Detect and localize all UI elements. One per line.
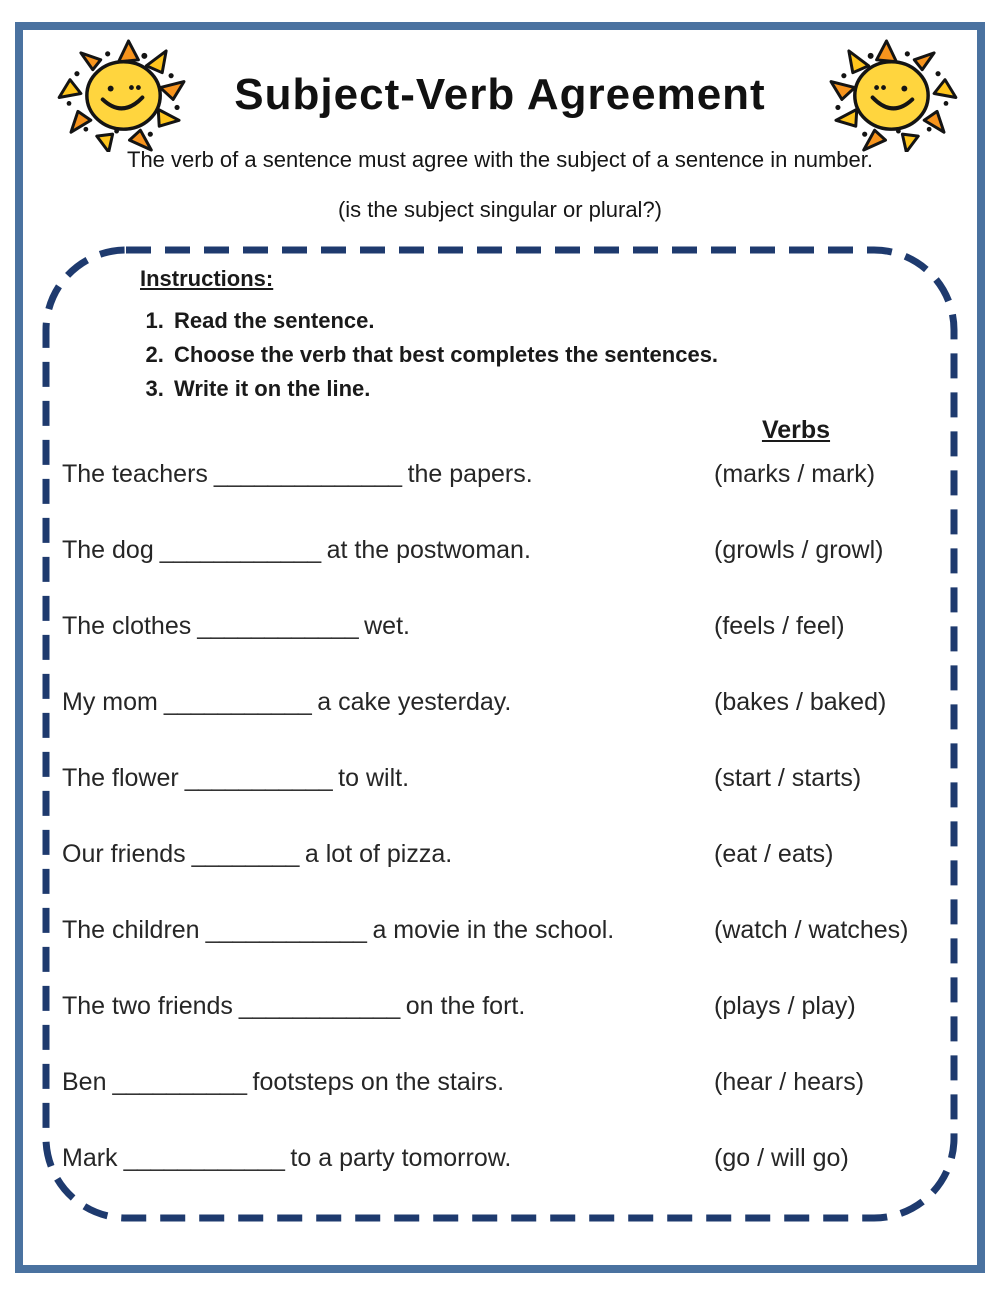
verb-options: (go / will go): [714, 1144, 849, 1172]
sentence-text: [62, 611, 714, 642]
verb-options: (start / starts): [714, 764, 862, 792]
answer-blank[interactable]: ___________: [184, 764, 333, 792]
sentence-row: [62, 991, 940, 1022]
sentence-row: [62, 687, 940, 718]
answer-blank[interactable]: ____________: [159, 536, 321, 564]
sentence-post: to wilt.: [338, 764, 410, 792]
sentence-row: [62, 915, 940, 946]
sentence-text: [62, 535, 714, 566]
verb-options: (hear / hears): [714, 1068, 865, 1096]
sentence-post: on the fort.: [405, 992, 526, 1020]
verb-options: (growls / growl): [714, 536, 884, 564]
answer-blank[interactable]: ________: [191, 840, 299, 868]
sentence-text: [62, 763, 714, 794]
verb-options: (plays / play): [714, 992, 856, 1020]
verb-options: (bakes / baked): [714, 688, 887, 716]
sentence-post: a movie in the school.: [372, 916, 615, 944]
sentence-row: [62, 459, 940, 490]
instructions-list: [140, 306, 940, 404]
sentence-pre: Mark: [62, 1144, 118, 1172]
subtitle-note: (is the subject singular or plural?): [337, 197, 663, 222]
sentence-row: [62, 1067, 940, 1098]
worksheet-box: [42, 246, 958, 1222]
sentence-row: [62, 1143, 940, 1174]
answer-blank[interactable]: ______________: [213, 460, 402, 488]
sentence-pre: The teachers: [62, 460, 208, 488]
verb-options: (watch / watches): [714, 916, 909, 944]
answer-blank[interactable]: ____________: [205, 916, 367, 944]
verb-options: (feels / feel): [714, 612, 845, 640]
sentence-text: [62, 459, 714, 490]
answer-blank[interactable]: ____________: [197, 612, 359, 640]
sentence-post: wet.: [364, 612, 410, 640]
sentence-row: [62, 535, 940, 566]
answer-blank[interactable]: __________: [112, 1068, 247, 1096]
verbs-column-heading: Verbs: [761, 416, 831, 444]
instruction-item: 2. Choose the verb that best completes the sentences.: [170, 340, 940, 370]
sentence-text: [62, 991, 714, 1022]
instructions-heading: Instructions:: [140, 266, 274, 291]
verb-options: (eat / eats): [714, 840, 834, 868]
sentence-rows: [62, 459, 940, 1174]
sentence-pre: My mom: [62, 688, 158, 716]
sentence-text: [62, 687, 714, 718]
sentence-row: [62, 839, 940, 870]
verb-options: (marks / mark): [714, 460, 876, 488]
sentence-pre: Ben: [62, 1068, 107, 1096]
sentence-post: footsteps on the stairs.: [252, 1068, 505, 1096]
page-title: Subject-Verb Agreement: [234, 70, 766, 119]
sentence-pre: Our friends: [62, 840, 186, 868]
sentence-pre: The flower: [62, 764, 179, 792]
sentence-post: a cake yesterday.: [317, 688, 512, 716]
sentence-post: the papers.: [407, 460, 533, 488]
sentence-pre: The clothes: [62, 612, 192, 640]
answer-blank[interactable]: ____________: [238, 992, 400, 1020]
sentence-pre: The children: [62, 916, 200, 944]
sentence-row: [62, 763, 940, 794]
sentence-post: a lot of pizza.: [304, 840, 453, 868]
instruction-item: 1. Read the sentence.: [170, 306, 940, 336]
instruction-item: 3. Write it on the line.: [170, 374, 940, 404]
subtitle: The verb of a sentence must agree with the subject of a sentence in number.: [127, 147, 873, 172]
sentence-post: to a party tomorrow.: [290, 1144, 512, 1172]
sentence-text: [62, 915, 714, 946]
sentence-post: at the postwoman.: [326, 536, 531, 564]
answer-blank[interactable]: ___________: [163, 688, 312, 716]
worksheet-content: [42, 246, 958, 1222]
sentence-pre: The two friends: [62, 992, 233, 1020]
sentence-text: [62, 839, 714, 870]
sentence-pre: The dog: [62, 536, 154, 564]
sentence-text: [62, 1143, 714, 1174]
sentence-text: [62, 1067, 714, 1098]
sentence-row: [62, 611, 940, 642]
answer-blank[interactable]: ____________: [123, 1144, 285, 1172]
